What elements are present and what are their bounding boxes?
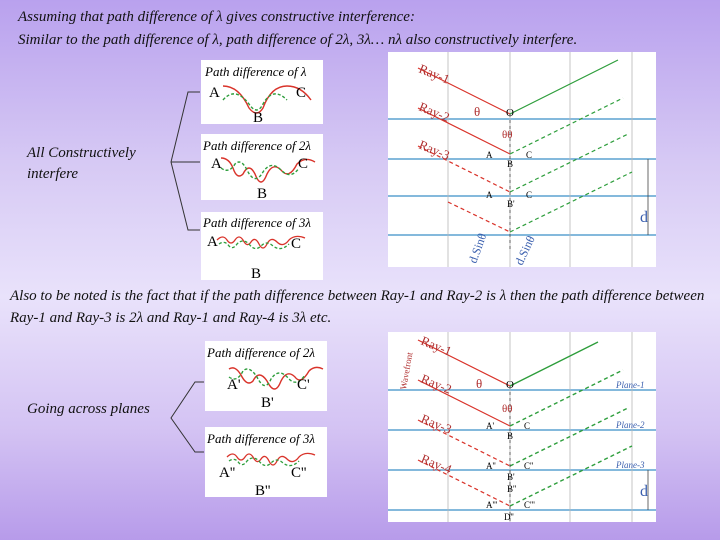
wave-panel-2 [201, 134, 323, 200]
plane-2-label: Plane-2 [616, 420, 645, 430]
point-c: C'' [291, 465, 307, 481]
diffraction-diagram-bottom [388, 332, 656, 522]
point-b: B [251, 266, 262, 280]
theta2-label: θθ [502, 129, 513, 141]
note-all-constructive: All Constructively interfere [27, 145, 136, 182]
theta-label: θ [474, 104, 481, 119]
point-c: C [298, 156, 309, 172]
ray-2-label: Ray-2 [418, 370, 454, 397]
point-b2: B' [507, 472, 515, 482]
paragraph-path-difference: Also to be noted is the fact that if the path difference between Ray-1 and Ray-2 is λ then the path difference between Ray-1 and Ray-3 is 2λ and Ray-1 and Ray-4 is 3λ etc. [10, 288, 705, 326]
point-c: C' [297, 377, 310, 393]
point-a: A [209, 85, 220, 101]
point-b: B [257, 186, 268, 200]
point-c: C [526, 150, 533, 160]
ray-4-label: Ray-4 [418, 450, 454, 477]
ray-1-label: Ray-1 [418, 332, 454, 359]
ray-3-label: Ray-3 [416, 136, 452, 163]
dsin-label-1: d.Sinθ [465, 231, 490, 266]
wave-panel-1 [201, 60, 323, 124]
ray-1-label: Ray-1 [416, 60, 452, 87]
ray-3-label: Ray-3 [418, 410, 454, 437]
point-a: A [486, 150, 493, 160]
note-going-across: Going across planes [27, 401, 150, 417]
point-d: D'' [504, 512, 514, 522]
plane-1-label: Plane-1 [616, 380, 645, 390]
crystal-planes [388, 390, 656, 510]
wave-panel-5 [205, 427, 327, 497]
point-b: B' [261, 395, 274, 411]
dsin-label-2: d.Sinθ [512, 233, 538, 267]
outgoing-rays [510, 60, 632, 232]
wavefront-label: Wavefront [398, 351, 415, 391]
point-a: A'' [219, 465, 236, 481]
point-o: O [506, 379, 514, 391]
point-a2: A [486, 190, 493, 200]
ray-2-label: Ray-2 [416, 98, 452, 125]
point-a2: A'' [486, 461, 496, 471]
point-b2: B' [507, 199, 515, 209]
d-label: d [640, 483, 648, 500]
point-a3: A''' [486, 500, 498, 510]
point-c3: C''' [524, 500, 535, 510]
wave-panel-4 [205, 341, 327, 411]
point-c1: C [524, 421, 531, 431]
wave-title: Path difference of 2λ [207, 345, 316, 360]
wave-title: Path difference of λ [205, 64, 307, 79]
green-wave [223, 94, 287, 110]
heading-line-2: Similar to the path difference of λ, path difference of 2λ, 3λ… nλ also constructively interfere. [18, 32, 578, 48]
point-c: C [296, 85, 307, 101]
theta2-label: θθ [502, 403, 513, 415]
wave-title: Path difference of 2λ [203, 138, 312, 153]
theta-label: θ [476, 376, 483, 391]
point-b: B'' [255, 483, 271, 497]
point-o: O [506, 107, 514, 119]
wave-panel-3 [201, 212, 323, 280]
wave-title: Path difference of 3λ [207, 431, 316, 446]
point-c2: C'' [524, 461, 534, 471]
point-b: B [253, 110, 264, 124]
point-b3: B'' [507, 484, 517, 494]
point-a: A [211, 156, 222, 172]
diffraction-diagram-top [388, 52, 656, 267]
crystal-planes [388, 119, 656, 235]
point-c: C [291, 236, 302, 252]
point-a: A' [227, 377, 241, 393]
point-a1: A' [486, 421, 495, 431]
grid-lines [448, 332, 632, 522]
wave-title: Path difference of 3λ [203, 215, 312, 230]
green-wave [221, 162, 299, 179]
point-b1: B [507, 431, 514, 441]
point-a: A [207, 234, 218, 250]
point-c2: C [526, 190, 533, 200]
d-label: d [640, 209, 648, 226]
heading-line-1: Assuming that path difference of λ gives constructive interference: [18, 9, 415, 25]
plane-3-label: Plane-3 [616, 460, 645, 470]
point-b: B [507, 159, 514, 169]
